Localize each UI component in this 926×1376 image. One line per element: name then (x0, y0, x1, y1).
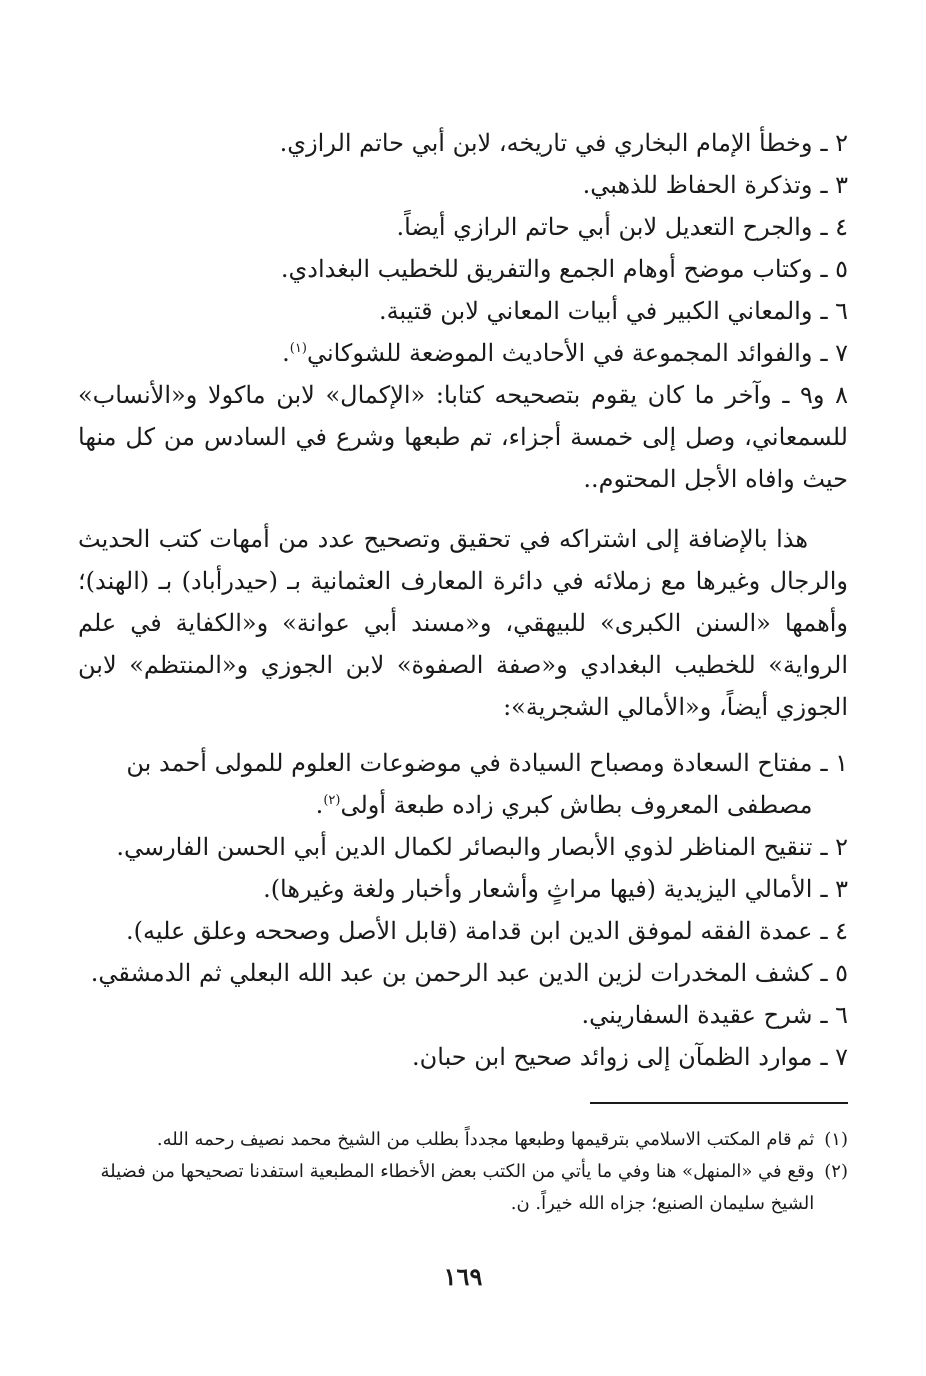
item-text: وكتاب موضح أوهام الجمع والتفريق للخطيب البغدادي. (280, 255, 813, 283)
item-number: ٣ ـ (820, 171, 848, 199)
item-number: ٧ ـ (820, 339, 848, 367)
item-number: ٣ ـ (820, 875, 848, 903)
item-text: تنقيح المناظر لذوي الأبصار والبصائر لكمال الدين أبي الحسن الفارسي. (116, 833, 813, 861)
book-list-second (78, 742, 848, 1078)
footnote (78, 1124, 848, 1156)
item-text: والفوائد المجموعة في الأحاديث الموضعة للشوكاني (306, 339, 813, 367)
list-item (78, 290, 848, 332)
list-item (78, 952, 848, 994)
item-number: ٦ ـ (820, 297, 848, 325)
footnote-separator (590, 1102, 848, 1104)
list-item (78, 1036, 848, 1078)
footnote-number: (١) (824, 1129, 848, 1150)
list-item (78, 826, 848, 868)
list-item (78, 742, 848, 826)
footnotes (78, 1124, 848, 1220)
item-number: ٧ ـ (820, 1043, 848, 1071)
item-number: ٦ ـ (820, 1001, 848, 1029)
item-number: ٥ ـ (820, 255, 848, 283)
item-end-punctuation: . (282, 339, 290, 367)
list-item (78, 332, 848, 374)
item-text: شرح عقيدة السفاريني. (581, 1001, 813, 1029)
item-text: والمعاني الكبير في أبيات المعاني لابن قتيبة. (378, 297, 813, 325)
item-number: ١ ـ (820, 749, 848, 777)
body-paragraph (78, 518, 848, 728)
item-number: ٥ ـ (820, 959, 848, 987)
item-text: والجرح التعديل لابن أبي حاتم الرازي أيضاً. (396, 213, 813, 241)
list-item-8-9 (78, 374, 848, 500)
list-item (78, 868, 848, 910)
page-number: ١٦٩ (443, 1262, 483, 1291)
item-text: كشف المخدرات لزين الدين عبد الرحمن بن عبد الله البعلي ثم الدمشقي. (90, 959, 813, 987)
footnote (78, 1156, 848, 1220)
list-item (78, 164, 848, 206)
item-text: موارد الظمآن إلى زوائد صحيح ابن حبان. (412, 1043, 813, 1071)
list-item (78, 206, 848, 248)
item-text: الأمالي اليزيدية (فيها مراثٍ وأشعار وأخبار ولغة وغيرها). (263, 875, 813, 903)
item-number: ٢ ـ (820, 129, 848, 157)
list-item (78, 994, 848, 1036)
list-item (78, 122, 848, 164)
item-number: ٨ و٩ ـ (782, 381, 849, 409)
item-text: عمدة الفقه لموفق الدين ابن قدامة (قابل الأصل وصححه وعلق عليه). (126, 917, 813, 945)
footnote-number: (٢) (824, 1161, 848, 1182)
footnote-text: ثم قام المكتب الاسلامي بترقيمها وطبعها مجدداً بطلب من الشيخ محمد نصيف رحمه الله. (156, 1129, 815, 1150)
footnote-text: وقع في «المنهل» هنا وفي ما يأتي من الكتب بعض الأخطاء المطبعية استفدنا تصحيحها من فضيلة الشيخ سليمان الصنيع؛ جزاه الله خيراً. ن. (100, 1161, 815, 1214)
item-number: ٤ ـ (820, 213, 848, 241)
book-list-first (78, 122, 848, 500)
item-text: وآخر ما كان يقوم بتصحيحه كتابا: «الإكمال» لابن ماكولا و«الأنساب» للسمعاني، وصل إلى خمسة أجزاء، تم طبعها وشرع في السادس من كل منها حيث وافاه الأجل المحتوم.. (78, 381, 848, 493)
list-item (78, 910, 848, 952)
item-end-punctuation: . (315, 791, 324, 819)
item-number: ٤ ـ (820, 917, 848, 945)
item-number: ٢ ـ (820, 833, 848, 861)
paragraph-text: هذا بالإضافة إلى اشتراكه في تحقيق وتصحيح عدد من أمهات كتب الحديث والرجال وغيرها مع زملائه في دائرة المعارف العثمانية بـ (حيدرأباد) بـ (الهند)؛ وأهمها «السنن الكبرى» للبيهقي، و«مسند أبي عوانة» و«الكفاية في علم الرواية» للخطيب البغدادي و«صفة الصفوة» لابن الجوزي و«المنتظم» لابن الجوزي أيضاً، و«الأمالي الشجرية»: (78, 525, 849, 721)
footnote-reference: (١) (289, 341, 307, 356)
item-text: وتذكرة الحفاظ للذهبي. (582, 171, 813, 199)
item-text: وخطأ الإمام البخاري في تاريخه، لابن أبي حاتم الرازي. (279, 129, 813, 157)
item-text: مفتاح السعادة ومصباح السيادة في موضوعات العلوم للمولى أحمد بن مصطفى المعروف بطاش كبري زاده طبعة أولى (126, 749, 813, 819)
footnote-reference: (٢) (323, 793, 341, 808)
list-item (78, 248, 848, 290)
